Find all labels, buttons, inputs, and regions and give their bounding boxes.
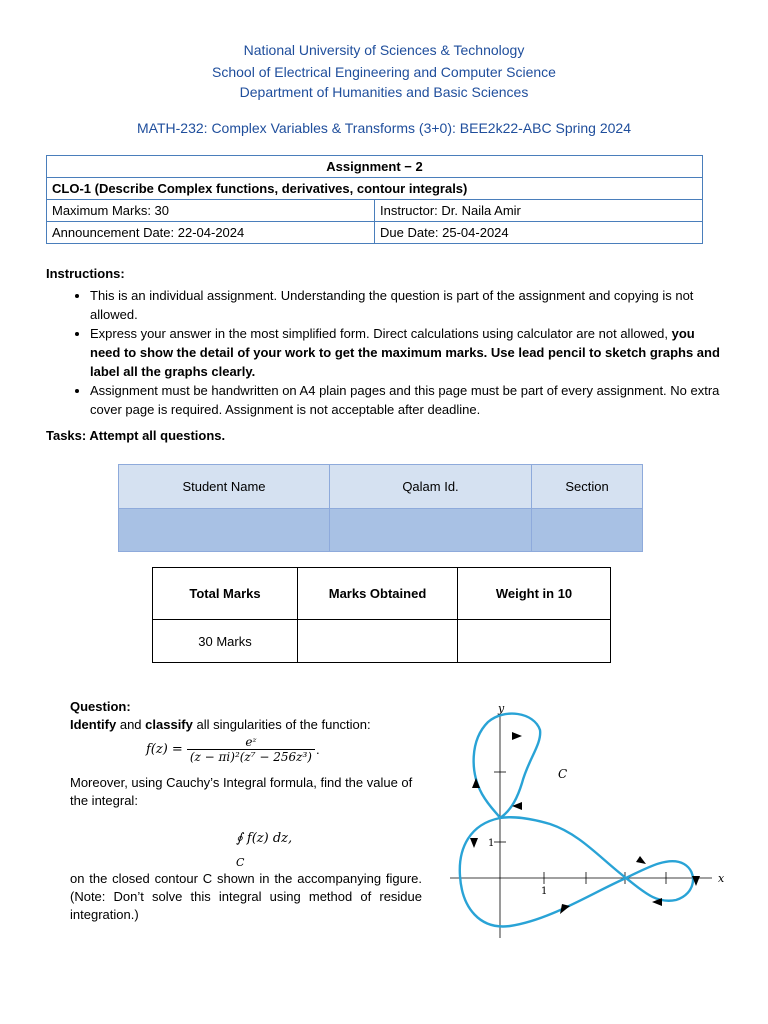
y-tick-label: 1: [488, 838, 495, 849]
classify-word: classify: [145, 717, 193, 732]
contour-figure: [450, 698, 740, 948]
and-word: and: [116, 717, 146, 732]
integral-contour-label: C: [236, 856, 245, 869]
qalam-id-cell[interactable]: [330, 509, 532, 552]
function-equation: [146, 735, 320, 764]
section-cell[interactable]: [532, 509, 643, 552]
announcement-date: Announcement Date: 22-04-2024: [47, 222, 375, 244]
arrow-icon: [512, 732, 522, 740]
course-title: MATH-232: Complex Variables & Transforms (3+0): BEE2k22-ABC Spring 2024: [137, 120, 631, 136]
total-marks-value: 30 Marks: [153, 620, 298, 663]
instructions-list: [46, 286, 722, 419]
assignment-title: Assignment − 2: [47, 156, 703, 178]
marks-obtained-header: Marks Obtained: [298, 568, 458, 620]
question-moreover: Moreover, using Cauchy’s Integral formula, find the value of the integral:: [70, 775, 413, 808]
question-heading: Question:: [70, 699, 131, 714]
section-header: Section: [532, 465, 643, 509]
integral: ∮ f(z) dz,: [236, 831, 293, 846]
fraction: [187, 735, 315, 764]
instructions-heading: Instructions:: [46, 266, 125, 281]
qalam-id-header: Qalam Id.: [330, 465, 532, 509]
arrow-icon: [472, 778, 480, 788]
total-marks-header: Total Marks: [153, 568, 298, 620]
question-prompt: [70, 716, 371, 734]
instruction-text: Express your answer in the most simplified form. Direct calculations using calculator are not allowed,: [90, 326, 672, 341]
due-date: Due Date: 25-04-2024: [375, 222, 703, 244]
student-info-table: [118, 464, 643, 552]
student-name-cell[interactable]: [119, 509, 330, 552]
instruction-emphasis: you need to show the detail of your work to get the maximum marks. Use lead pencil to sketch graphs and label all the graphs clearly.: [90, 326, 720, 379]
y-axis-label: y: [498, 702, 505, 715]
fraction-numerator: eᶻ: [245, 735, 257, 749]
x-tick-label: 1: [541, 886, 548, 897]
question-closing: on the closed contour C shown in the accompanying figure. (Note: Don’t solve this integral using method of residue integration.): [70, 871, 422, 922]
function-lhs: f(z) =: [146, 742, 183, 757]
arrow-icon: [636, 856, 646, 864]
arrow-icon: [470, 838, 478, 848]
maximum-marks: Maximum Marks: 30: [47, 200, 375, 222]
instruction-item: • This is an individual assignment. Understanding the question is part of the assignment and copying is not allowed.: [90, 286, 722, 324]
curve-label: C: [558, 767, 568, 781]
clo-description: CLO-1 (Describe Complex functions, derivatives, contour integrals): [47, 178, 703, 200]
instruction-item: [90, 324, 722, 381]
marks-table: [152, 567, 611, 663]
department-name: Department of Humanities and Basic Sciences: [239, 84, 529, 100]
tasks-heading: Tasks: Attempt all questions.: [46, 428, 226, 443]
question-rest: all singularities of the function:: [192, 717, 371, 732]
student-name-header: Student Name: [119, 465, 330, 509]
instruction-item: • Assignment must be handwritten on A4 plain pages and this page must be part of every assignment. No extra cover page is required. Assignment is not acceptable after deadline.: [90, 381, 722, 419]
contour-c: [460, 714, 693, 927]
integral-expression: [236, 830, 293, 869]
identify-word: Identify: [70, 717, 117, 732]
university-name: National University of Sciences & Technology: [243, 42, 525, 58]
school-name: School of Electrical Engineering and Computer Science: [212, 64, 556, 80]
weight-header: Weight in 10: [458, 568, 611, 620]
marks-obtained-cell[interactable]: [298, 620, 458, 663]
fraction-denominator: (z − πi)²(z⁷ − 256z³): [187, 749, 315, 764]
instructor: Instructor: Dr. Naila Amir: [375, 200, 703, 222]
x-axis-label: x: [718, 872, 725, 885]
weight-cell[interactable]: [458, 620, 611, 663]
equation-period: .: [315, 742, 320, 757]
assignment-info-table: [46, 155, 703, 244]
